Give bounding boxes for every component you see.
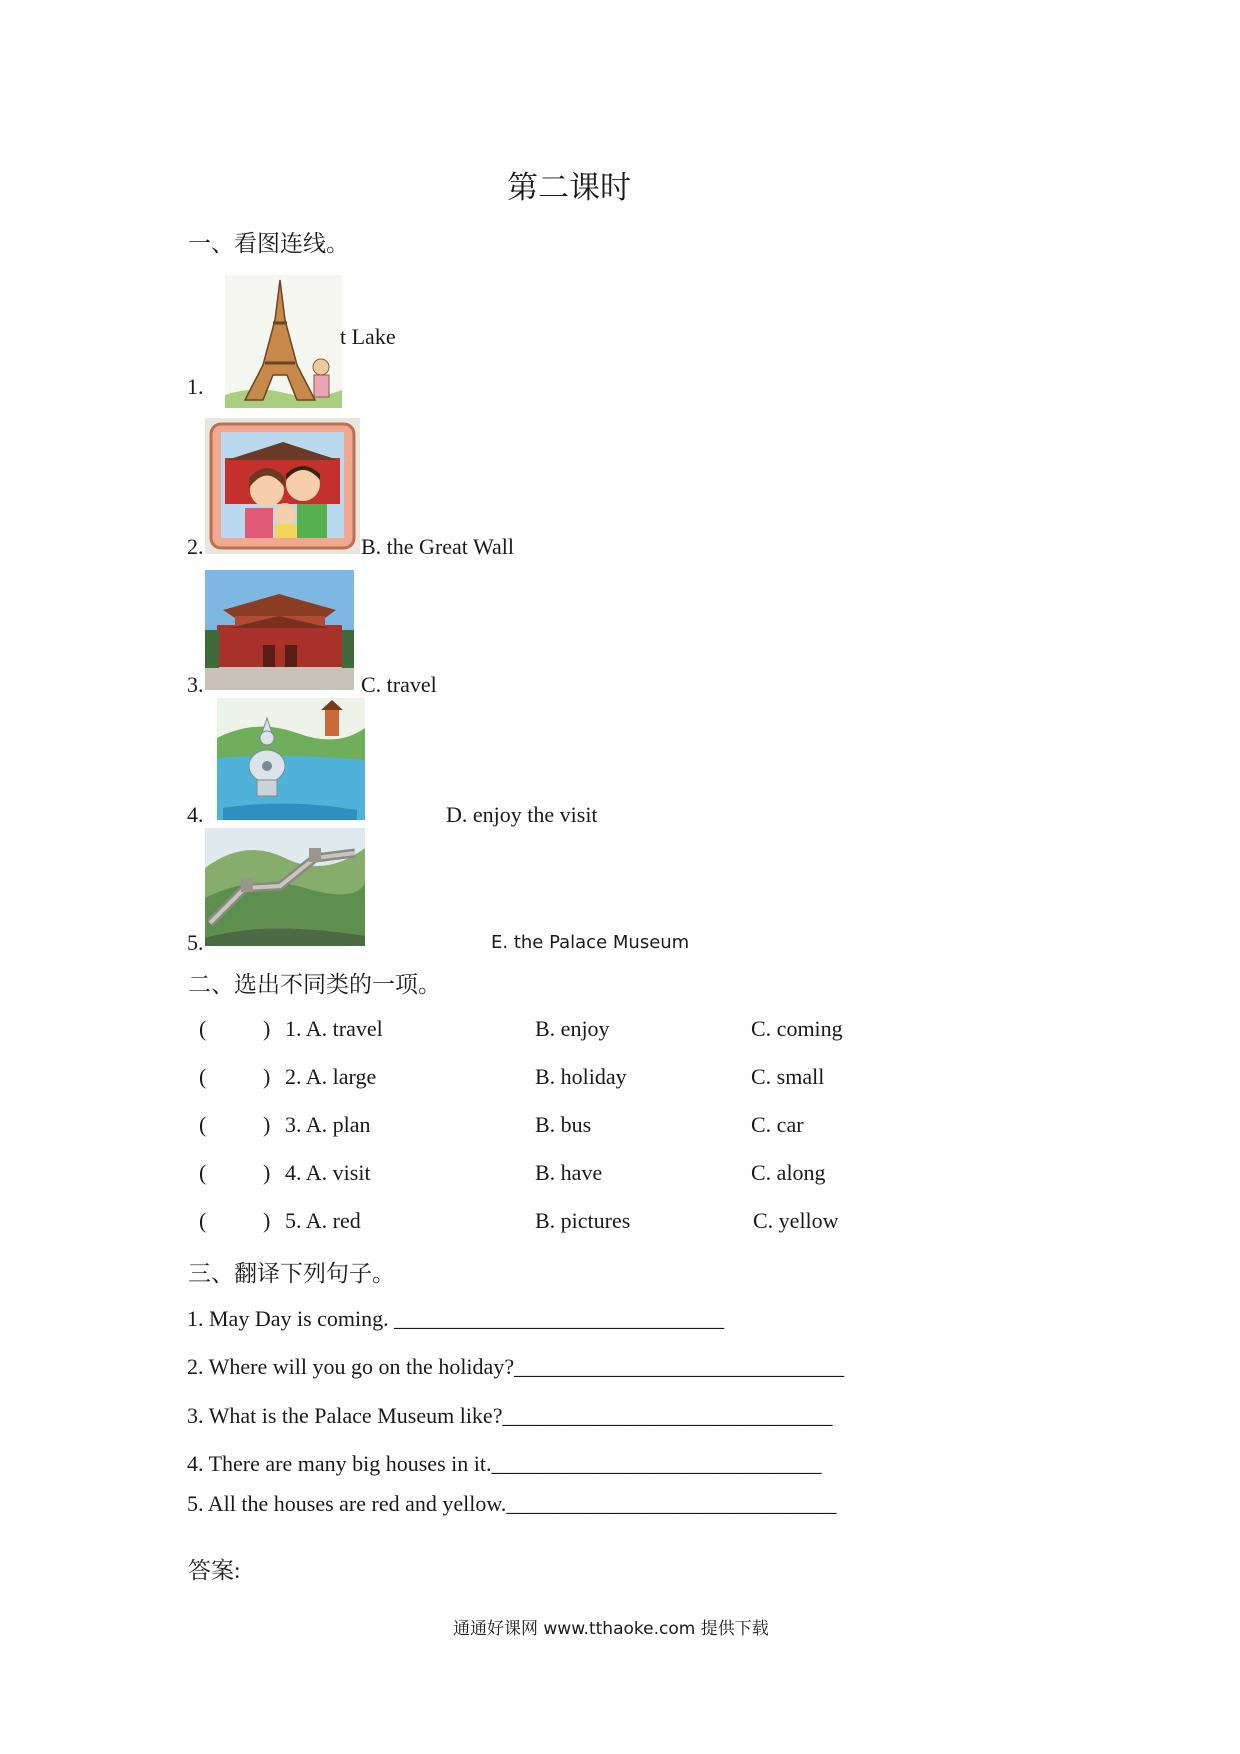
item-number-1: 1. xyxy=(187,374,204,399)
option-c: C. along xyxy=(751,1160,826,1185)
bracket-close: ) xyxy=(263,1016,271,1041)
bracket-close: ) xyxy=(263,1160,271,1185)
translation-sentence-4: 4. There are many big houses in it.______________________________ xyxy=(187,1451,822,1476)
item-number-4: 4. xyxy=(187,802,204,827)
option-a: 5. A. red xyxy=(285,1208,361,1233)
option-c: C. small xyxy=(751,1064,825,1089)
item-number-3: 3. xyxy=(187,672,204,697)
option-d: D. enjoy the visit xyxy=(446,802,598,827)
section1-heading: 一、看图连线。 xyxy=(188,231,349,256)
item-number-5: 5. xyxy=(187,930,204,955)
bracket-close: ) xyxy=(263,1064,271,1089)
translation-sentence-1: 1. May Day is coming. ______________________________ xyxy=(187,1306,725,1331)
palace-museum-picture xyxy=(205,570,354,690)
family-photo-picture xyxy=(205,418,360,554)
option-c: C. travel xyxy=(361,672,437,697)
option-a: 4. A. visit xyxy=(285,1160,371,1185)
section2-heading: 二、选出不同类的一项。 xyxy=(188,972,441,997)
option-a: 2. A. large xyxy=(285,1064,377,1089)
option-b: B. bus xyxy=(535,1112,592,1137)
option-b: B. holiday xyxy=(535,1064,627,1089)
option-a: 1. A. travel xyxy=(285,1016,383,1041)
translation-sentence-2: 2. Where will you go on the holiday?______________________________ xyxy=(187,1354,845,1379)
west-lake-picture xyxy=(217,698,365,820)
option-e: E. the Palace Museum xyxy=(491,932,690,953)
option-a-fragment: t Lake xyxy=(340,324,396,349)
page-title: 第二课时 xyxy=(507,170,631,205)
translation-sentence-3: 3. What is the Palace Museum like?______________________________ xyxy=(187,1403,833,1428)
option-b: B. pictures xyxy=(535,1208,631,1233)
eiffel-tower-picture xyxy=(225,275,342,408)
option-b: B. enjoy xyxy=(535,1016,610,1041)
item-number-2: 2. xyxy=(187,534,204,559)
great-wall-picture xyxy=(205,828,365,946)
bracket-open: ( xyxy=(199,1112,207,1137)
answer-label: 答案: xyxy=(188,1558,241,1583)
option-b: B. have xyxy=(535,1160,603,1185)
option-a: 3. A. plan xyxy=(285,1112,371,1137)
bracket-open: ( xyxy=(199,1208,207,1233)
bracket-open: ( xyxy=(199,1064,207,1089)
option-c: C. coming xyxy=(751,1016,843,1041)
translation-sentence-5: 5. All the houses are red and yellow.______________________________ xyxy=(187,1491,837,1516)
option-c: C. yellow xyxy=(753,1208,839,1233)
bracket-open: ( xyxy=(199,1160,207,1185)
bracket-close: ) xyxy=(263,1112,271,1137)
bracket-close: ) xyxy=(263,1208,271,1233)
bracket-open: ( xyxy=(199,1016,207,1041)
option-c: C. car xyxy=(751,1112,804,1137)
footer-text: 通通好课网 www.tthaoke.com 提供下载 xyxy=(453,1619,769,1639)
option-b: B. the Great Wall xyxy=(361,534,515,559)
section3-heading: 三、翻译下列句子。 xyxy=(188,1261,395,1286)
